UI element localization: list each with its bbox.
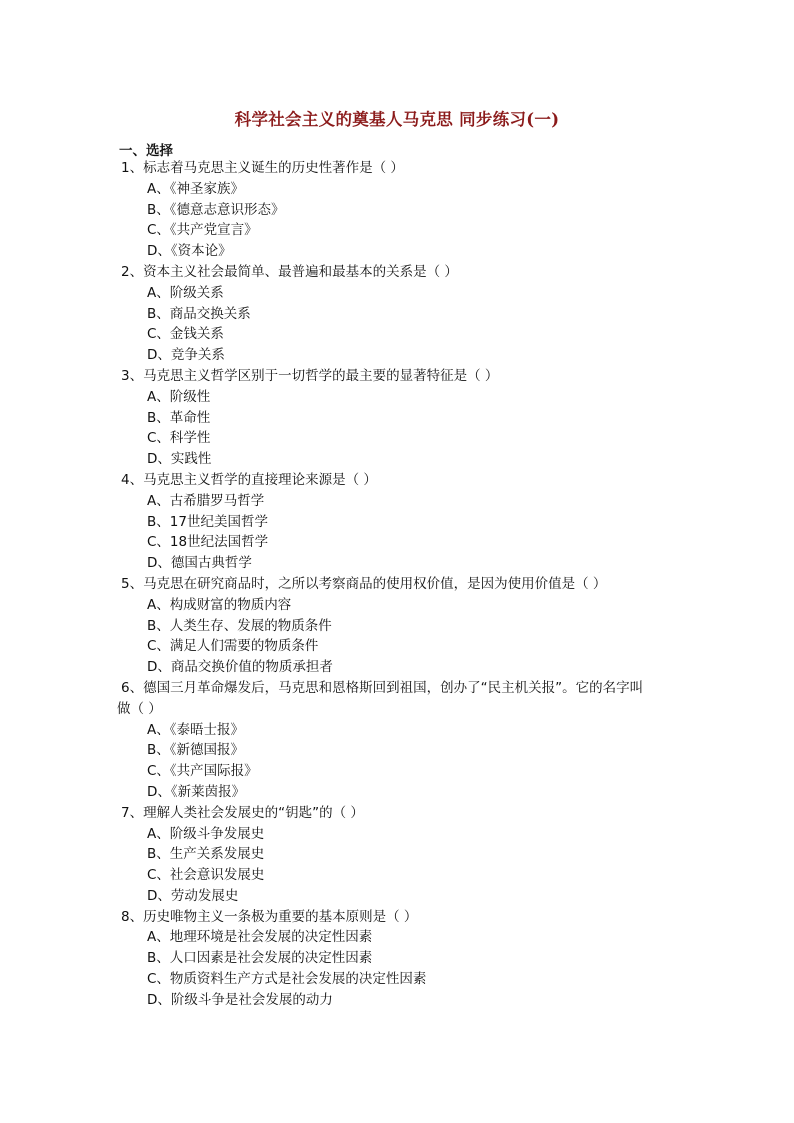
question-stem: 2、资本主义社会最简单、最普遍和最基本的关系是（ ） [121,263,458,280]
answer-option: C、物质资料生产方式是社会发展的决定性因素 [147,971,427,988]
question-stem-continuation: 做（ ） [117,700,162,717]
question-item [0,366,794,470]
answer-option: D、竞争关系 [147,347,225,364]
question-stem: 1、标志着马克思主义诞生的历史性著作是（ ） [121,160,404,176]
question-list [0,158,794,1011]
question-stem: 7、理解人类社会发展史的“钥匙”的（ ） [121,804,364,821]
answer-option: D、《资本论》 [147,243,232,260]
document-title: 科学社会主义的奠基人马克思 同步练习(一) [234,110,560,129]
question-item [0,803,794,907]
question-text [0,470,794,491]
answer-option: A、阶级性 [147,388,211,405]
question-item [0,907,794,1011]
question-text [0,574,794,595]
answer-option: D、《新莱茵报》 [147,783,246,800]
answer-option: C、社会意识发展史 [147,867,265,884]
answer-option: B、人类生存、发展的物质条件 [147,617,332,634]
answer-option: D、实践性 [147,451,212,468]
answer-option: A、《神圣家族》 [147,180,244,197]
answer-option: A、古希腊罗马哲学 [147,492,265,509]
question-item [0,262,794,366]
answer-option: D、商品交换价值的物质承担者 [147,659,333,676]
question-stem: 3、马克思主义哲学区别于一切哲学的最主要的显著特征是（ ） [121,367,499,384]
answer-option: C、18世纪法国哲学 [147,534,269,551]
question-item [0,678,794,803]
answer-option: C、《共产党宣言》 [147,222,258,239]
question-item [0,574,794,678]
answer-option: C、满足人们需要的物质条件 [147,638,319,655]
question-stem: 5、马克思在研究商品时，之所以考察商品的使用权价值，是因为使用价值是（ ） [121,575,607,592]
answer-option: D、德国古典哲学 [147,555,252,572]
answer-option: B、17世纪美国哲学 [147,513,268,530]
question-item [0,470,794,574]
answer-option: A、构成财富的物质内容 [147,596,292,613]
question-text [0,678,681,720]
answer-option: B、《德意志意识形态》 [147,201,285,218]
answer-option: C、科学性 [147,430,211,447]
question-item [0,158,794,262]
answer-option: B、《新德国报》 [147,742,245,759]
answer-option: B、人口因素是社会发展的决定性因素 [147,950,373,967]
answer-option: D、劳动发展史 [147,887,239,904]
answer-option: A、地理环境是社会发展的决定性因素 [147,929,373,946]
answer-option: C、金钱关系 [147,326,224,343]
question-text [0,803,794,824]
question-text [0,366,794,387]
answer-option: B、生产关系发展史 [147,846,265,863]
answer-option: A、阶级斗争发展史 [147,825,265,842]
answer-option: D、阶级斗争是社会发展的动力 [147,991,333,1008]
answer-option: B、革命性 [147,409,211,426]
answer-option: A、阶级关系 [147,284,224,301]
answer-option: B、商品交换关系 [147,305,251,322]
question-text [0,907,794,928]
question-stem: 8、历史唯物主义一条极为重要的基本原则是（ ） [121,908,418,925]
question-stem: 4、马克思主义哲学的直接理论来源是（ ） [121,471,377,488]
answer-option: A、《泰晤士报》 [147,721,244,738]
answer-option: C、《共产国际报》 [147,763,258,780]
question-stem: 6、德国三月革命爆发后，马克思和恩格斯回到祖国，创办了“民主机关报”。它的名字叫 [121,679,644,696]
question-text [0,158,794,179]
question-text [0,262,794,283]
section-heading: 一、选择 [119,143,173,159]
